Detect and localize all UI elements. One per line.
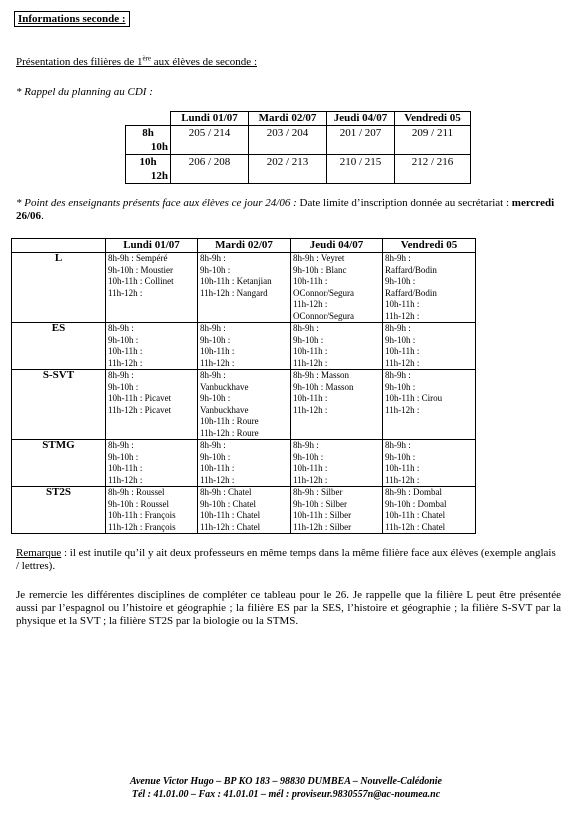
slot-line: 8h-9h : [385, 323, 411, 333]
teachers-corner [12, 239, 106, 253]
planning-room-cell: 203 / 204 [249, 126, 327, 155]
planning-room-cell: 212 / 216 [395, 155, 471, 184]
slot-line: 9h-10h : Masson [293, 381, 354, 392]
slot-cell [291, 440, 383, 487]
filiere-label: L [12, 253, 106, 323]
remarque-paragraph: Remarque : il est inutile qu’il y ait deux professeurs en même temps dans la même filière face aux élèves (exemple anglais / lettres). [16, 547, 556, 572]
slot-line: 11h-12h : [293, 357, 328, 368]
time-end: 10h [150, 141, 168, 153]
slot-line: 8h-9h : [293, 323, 319, 333]
slot-line: 9h-10h : [385, 381, 416, 392]
slot-cell [383, 487, 476, 534]
time-start: 10h [139, 156, 157, 168]
planning-header: Vendredi 05 [395, 112, 471, 126]
slot-line: Raffard/Bodin [385, 264, 437, 275]
slot-line: 11h-12h : Chatel [200, 521, 261, 532]
slot-cell [383, 323, 476, 370]
slot-line: 11h-12h : [108, 474, 143, 485]
slot-line: 9h-10h : [200, 264, 231, 275]
slot-line: 9h-10h : [200, 334, 231, 345]
slot-line: 11h-12h : [200, 474, 235, 485]
footer-contact: Tél : 41.01.00 – Fax : 41.01.01 – mél : proviseur.9830557n@ac-noumea.nc [131, 789, 441, 800]
slot-cell [383, 440, 476, 487]
slot-line: 11h-12h : [293, 299, 328, 309]
slot-line: 9h-10h : [108, 381, 139, 392]
slot-line: 10h-11h : Silber [293, 510, 352, 520]
rappel-heading: * Rappel du planning au CDI : [16, 86, 153, 98]
time-start: 8h [142, 127, 154, 139]
slot-line: 11h-12h : [108, 357, 143, 368]
slot-line: 10h-11h : Chatel [385, 510, 446, 520]
teachers-header: Vendredi 05 [383, 239, 476, 253]
slot-line: OConnor/Segura [293, 310, 354, 321]
footer-address: Avenue Victor Hugo – BP KO 183 – 98830 DUMBEA – Nouvelle-Calédonie [130, 776, 442, 787]
slot-cell [291, 323, 383, 370]
slot-cell [198, 323, 291, 370]
slot-line: 9h-10h : Chatel [200, 498, 256, 509]
slot-cell [198, 487, 291, 534]
slot-cell [198, 370, 291, 440]
planning-room-cell: 206 / 208 [171, 155, 249, 184]
slot-cell [291, 253, 383, 323]
slot-line: 8h-9h : Chatel [200, 487, 252, 497]
time-end: 12h [150, 170, 168, 182]
slot-line: 10h-11h : Chatel [200, 510, 261, 520]
planning-room-cell: 209 / 211 [395, 126, 471, 155]
slot-line: 10h-11h : [385, 299, 420, 309]
slot-line: 8h-9h : Dombal [385, 487, 442, 497]
slot-line: 8h-9h : [200, 370, 226, 380]
presentation-heading: Présentation des filières de 1ère aux élèves de seconde : [16, 54, 257, 68]
planning-header: Jeudi 04/07 [327, 112, 395, 126]
slot-line: 11h-12h : Silber [293, 521, 352, 532]
slot-line: 8h-9h : [108, 323, 134, 333]
slot-line: 10h-11h : Ketanjian [200, 276, 272, 286]
slot-line: 10h-11h : [108, 346, 143, 356]
slot-cell [198, 440, 291, 487]
slot-line: 8h-9h : [108, 370, 134, 380]
slot-line: 10h-11h : François [108, 510, 176, 520]
slot-line: 9h-10h : [385, 451, 416, 462]
slot-line: 10h-11h : [108, 463, 143, 473]
slot-line: 11h-12h : [293, 474, 328, 485]
slot-line: 10h-11h : Cirou [385, 393, 443, 403]
slot-line: 8h-9h : Roussel [108, 487, 165, 497]
slot-line: 8h-9h : [108, 440, 134, 450]
slot-line: 9h-10h : [385, 334, 416, 345]
slot-line: Vanbuckhave [200, 404, 249, 415]
filiere-label: ST2S [12, 487, 106, 534]
slot-line: 11h-12h : Nangard [200, 287, 268, 298]
planning-time [126, 155, 171, 184]
slot-line: 10h-11h : [293, 463, 328, 473]
slot-line: 11h-12h : [385, 404, 420, 415]
slot-line: 10h-11h : [293, 393, 328, 403]
planning-time [126, 126, 171, 155]
slot-cell [106, 253, 198, 323]
planning-room-cell: 201 / 207 [327, 126, 395, 155]
teachers-header: Mardi 02/07 [198, 239, 291, 253]
planning-room-cell: 210 / 215 [327, 155, 395, 184]
slot-line: 10h-11h : Picavet [108, 393, 172, 403]
filiere-label: STMG [12, 440, 106, 487]
teachers-table [11, 238, 476, 534]
slot-line: 11h-12h : [385, 474, 420, 485]
slot-line: 9h-10h : [200, 451, 231, 462]
teachers-header: Jeudi 04/07 [291, 239, 383, 253]
slot-line: Raffard/Bodin [385, 287, 437, 298]
slot-cell [106, 323, 198, 370]
planning-room-cell: 205 / 214 [171, 126, 249, 155]
slot-line: 11h-12h : [385, 310, 420, 321]
slot-cell [106, 440, 198, 487]
slot-line: 8h-9h : [293, 440, 319, 450]
slot-line: 9h-10h : [385, 276, 416, 286]
slot-line: Vanbuckhave [200, 381, 249, 392]
slot-line: 11h-12h : [108, 287, 143, 298]
slot-line: 10h-11h : [293, 276, 328, 286]
filiere-label: S-SVT [12, 370, 106, 440]
slot-cell [106, 370, 198, 440]
page-title: Informations seconde : [14, 11, 130, 27]
slot-line: 11h-12h : Picavet [108, 404, 172, 415]
slot-line: 9h-10h : Roussel [108, 498, 170, 509]
slot-line: 8h-9h : [385, 253, 411, 263]
slot-line: 8h-9h : [385, 440, 411, 450]
slot-line: 8h-9h : [200, 253, 226, 263]
point-paragraph: * Point des enseignants présents face aux élèves ce jour 24/06 : Date limite d’inscription donnée au secrétariat : mercredi 26/06. [16, 197, 555, 222]
planning-table [125, 111, 471, 184]
slot-line: 10h-11h : [200, 346, 235, 356]
slot-line: 9h-10h : Moustier [108, 264, 173, 275]
planning-room-cell: 202 / 213 [249, 155, 327, 184]
slot-line: 11h-12h : [385, 357, 420, 368]
remercie-paragraph: Je remercie les différentes disciplines de compléter ce tableau pour le 26. Je rappelle que la filière L peut être présentée aussi par l’espagnol ou l’histoire et géographie ; la filière ES par la SES, l’histoire et géographie ; la filière S-SVT par la physique et la SVT ; la filière ST2S par la biologie ou la STMS. [16, 589, 561, 627]
planning-corner [126, 112, 171, 126]
slot-line: 11h-12h : [293, 404, 328, 415]
slot-cell [106, 487, 198, 534]
slot-line: 11h-12h : [200, 357, 235, 368]
slot-line: 10h-11h : Collinet [108, 276, 174, 286]
slot-line: OConnor/Segura [293, 287, 354, 298]
slot-line: 9h-10h : [108, 334, 139, 345]
slot-cell [198, 253, 291, 323]
teachers-header: Lundi 01/07 [106, 239, 198, 253]
slot-line: 8h-9h : Masson [293, 370, 349, 380]
slot-line: 8h-9h : Veyret [293, 253, 345, 263]
slot-line: 9h-10h : Blanc [293, 264, 347, 275]
slot-line: 9h-10h : Dombal [385, 498, 447, 509]
slot-line: 8h-9h : [385, 370, 411, 380]
slot-line: 10h-11h : [200, 463, 235, 473]
slot-line: 8h-9h : [200, 440, 226, 450]
filiere-label: ES [12, 323, 106, 370]
slot-line: 11h-12h : François [108, 521, 176, 532]
slot-line: 10h-11h : Roure [200, 416, 259, 426]
slot-cell [291, 487, 383, 534]
slot-line: 10h-11h : [385, 346, 420, 356]
slot-line: 9h-10h : [200, 393, 231, 403]
slot-line: 9h-10h : [293, 451, 324, 462]
slot-line: 10h-11h : [385, 463, 420, 473]
planning-header: Mardi 02/07 [249, 112, 327, 126]
slot-line: 8h-9h : Sempéré [108, 253, 168, 263]
slot-cell [383, 253, 476, 323]
slot-line: 9h-10h : Silber [293, 498, 347, 509]
planning-header: Lundi 01/07 [171, 112, 249, 126]
slot-line: 9h-10h : [293, 334, 324, 345]
slot-line: 8h-9h : Silber [293, 487, 343, 497]
slot-line: 9h-10h : [108, 451, 139, 462]
slot-line: 11h-12h : Roure [200, 427, 259, 438]
slot-cell [383, 370, 476, 440]
slot-cell [291, 370, 383, 440]
slot-line: 10h-11h : [293, 346, 328, 356]
slot-line: 11h-12h : Chatel [385, 521, 446, 532]
slot-line: 8h-9h : [200, 323, 226, 333]
